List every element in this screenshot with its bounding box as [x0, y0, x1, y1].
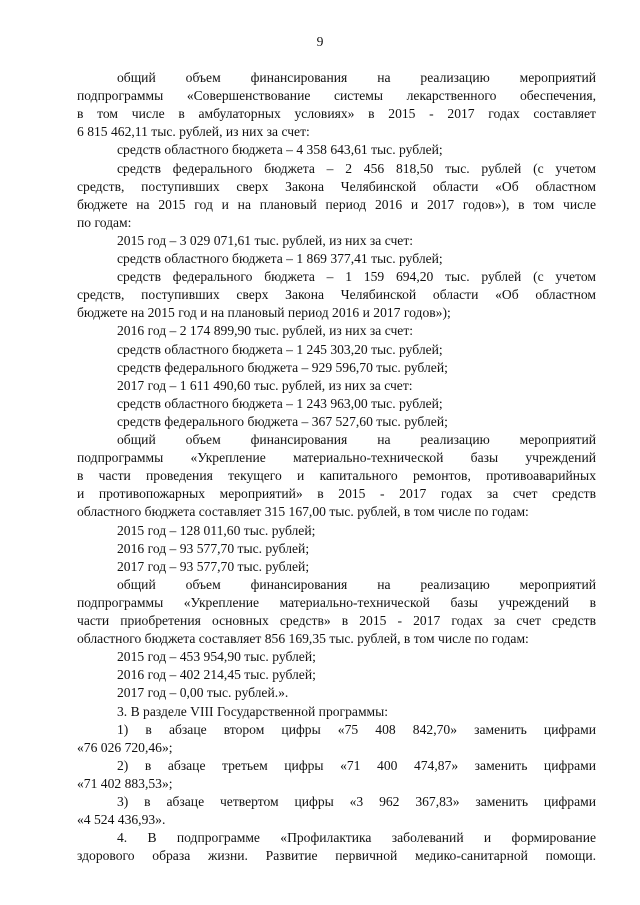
- text-line: общий объем финансирования на реализацию мероприятий: [117, 432, 596, 447]
- text-line: областного бюджета составляет 315 167,00 тыс. рублей, в том числе по годам:: [77, 504, 529, 520]
- text-line: 1) в абзаце втором цифры «75 408 842,70» заменить цифрами: [117, 721, 596, 737]
- text-line: 2016 год – 93 577,70 тыс. рублей;: [117, 540, 310, 556]
- text-line: бюджете на 2015 год и на плановый период 2016 и 2017 годов»);: [77, 305, 451, 321]
- text-line: 3. В разделе VIII Государственной программы:: [117, 703, 389, 719]
- text-line: средств, поступивших сверх Закона Челябинской области «Об областном: [77, 178, 596, 194]
- text-line: 2015 год – 128 011,60 тыс. рублей;: [117, 522, 316, 538]
- text-line: средств федерального бюджета – 2 456 818,50 тыс. рублей (с учетом: [117, 160, 596, 176]
- text-line: средств, поступивших сверх Закона Челябинской области «Об областном: [77, 287, 596, 303]
- text-line: 6 815 462,11 тыс. рублей, из них за счет:: [77, 124, 310, 140]
- text-line: 2017 год – 1 611 490,60 тыс. рублей, из них за счет:: [117, 377, 413, 393]
- text-line: средств областного бюджета – 1 243 963,00 тыс. рублей;: [117, 395, 443, 411]
- text-line: средств областного бюджета – 1 245 303,20 тыс. рублей;: [117, 341, 443, 357]
- text-line: 2016 год – 402 214,45 тыс. рублей;: [117, 667, 316, 683]
- text-line: 3) в абзаце четвертом цифры «3 962 367,83» заменить цифрами: [117, 794, 596, 809]
- text-line: подпрограммы «Укрепление материально-технической базы учреждений в: [77, 594, 596, 610]
- text-line: средств областного бюджета – 4 358 643,61 тыс. рублей;: [117, 142, 443, 158]
- text-line: 2017 год – 93 577,70 тыс. рублей;: [117, 558, 310, 574]
- text-line: «71 402 883,53»;: [77, 775, 173, 791]
- text-line: 2015 год – 3 029 071,61 тыс. рублей, из них за счет:: [117, 232, 414, 248]
- text-line: «4 524 436,93».: [77, 812, 166, 828]
- text-line: 2015 год – 453 954,90 тыс. рублей;: [117, 649, 316, 665]
- text-line: общий объем финансирования на реализацию мероприятий: [117, 576, 596, 592]
- text-line: бюджете на 2015 год и на плановый период 2016 и 2017 годов»), в том числе: [77, 196, 596, 212]
- text-line: 2017 год – 0,00 тыс. рублей.».: [117, 685, 289, 701]
- text-line: части приобретения основных средств» в 2015 - 2017 годах за счет средств: [77, 613, 596, 628]
- text-line: и противопожарных мероприятий» в 2015 - 2017 годах за счет средств: [77, 486, 596, 502]
- text-line: средств федерального бюджета – 367 527,60 тыс. рублей;: [117, 413, 448, 429]
- text-line: в части проведения текущего и капитального ремонтов, противоаварийных: [77, 468, 596, 484]
- text-line: средств федерального бюджета – 1 159 694,20 тыс. рублей (с учетом: [117, 269, 596, 285]
- text-line: областного бюджета составляет 856 169,35 тыс. рублей, в том числе по годам:: [77, 631, 529, 647]
- text-line: подпрограммы «Укрепление материально-технической базы учреждений: [77, 450, 596, 466]
- text-line: 2) в абзаце третьем цифры «71 400 474,87» заменить цифрами: [117, 757, 596, 773]
- text-line: 4. В подпрограмме «Профилактика заболеваний и формирование: [117, 830, 596, 846]
- text-line: 2016 год – 2 174 899,90 тыс. рублей, из них за счет:: [117, 323, 414, 339]
- text-line: по годам:: [77, 214, 132, 230]
- text-line: «76 026 720,46»;: [77, 739, 173, 755]
- text-line: подпрограммы «Совершенствование системы лекарственного обеспечения,: [77, 88, 596, 104]
- text-line: в том числе в амбулаторных условиях» в 2015 - 2017 годах составляет: [77, 106, 596, 122]
- text-line: общий объем финансирования на реализацию мероприятий: [117, 70, 596, 85]
- page-number: 9: [316, 34, 324, 49]
- text-line: здорового образа жизни. Развитие первичной медико-санитарной помощи.: [77, 848, 596, 864]
- text-line: средств федерального бюджета – 929 596,70 тыс. рублей;: [117, 359, 448, 375]
- text-line: средств областного бюджета – 1 869 377,41 тыс. рублей;: [117, 251, 443, 266]
